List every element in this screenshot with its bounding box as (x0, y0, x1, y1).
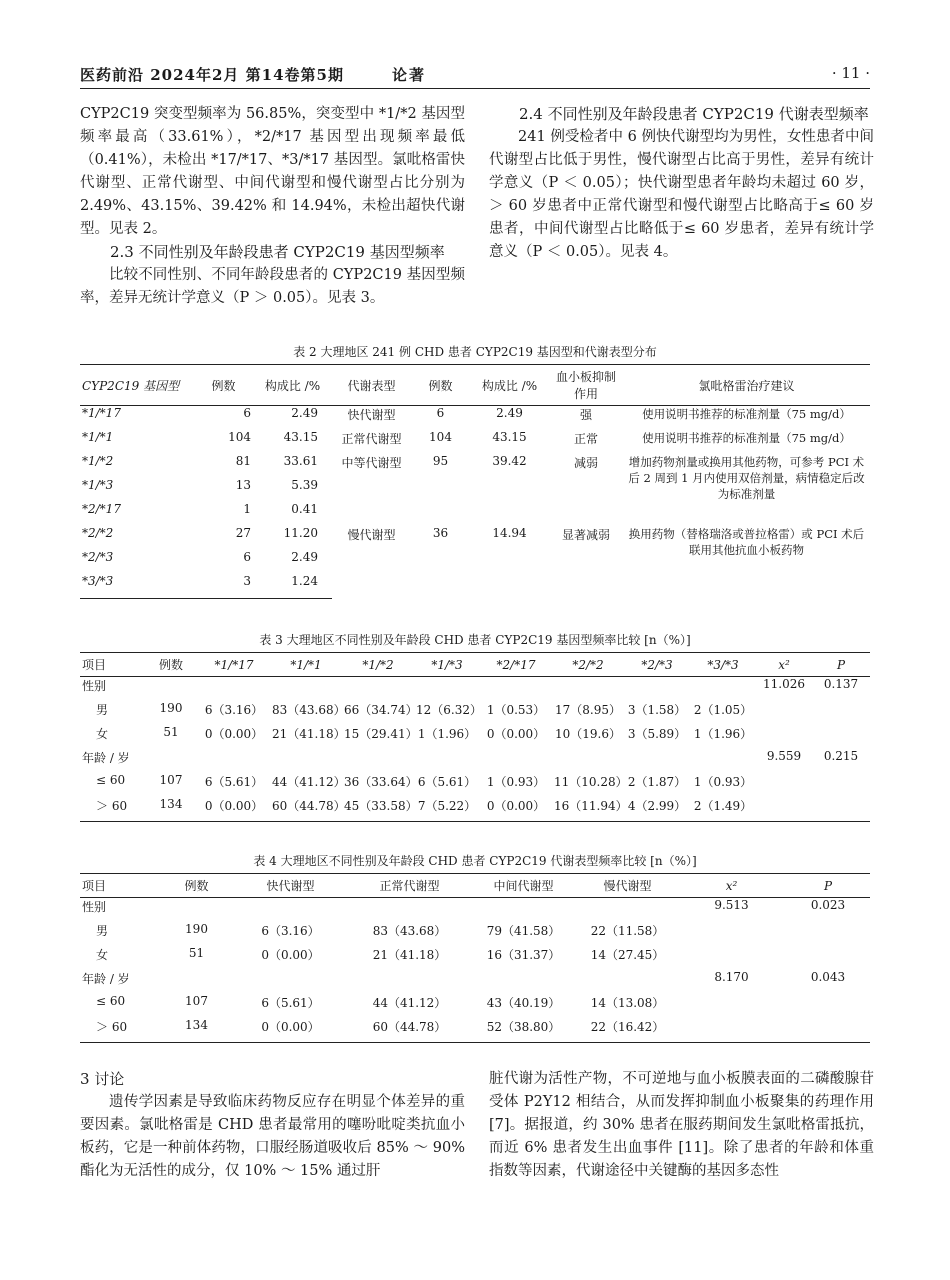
row-label: 男 (96, 924, 109, 938)
table-cell: 10（19.6） (555, 727, 621, 741)
t2-phen-n: 6 (436, 406, 445, 420)
t2-phenotype: 慢代谢型 (347, 528, 396, 542)
table-cell: 134 (162, 1018, 231, 1043)
column-top-left (80, 103, 465, 310)
table-cell (162, 970, 231, 994)
t2-genotype: *2/*3 (82, 550, 114, 564)
table-cell (350, 898, 469, 923)
row-label: ＞ 60 (80, 1018, 162, 1043)
paragraph-discussion-cont: 脏代谢为活性产物，不可逆地与血小板膜表面的二磷酸腺苷受体 P2Y12 相结合，从而发挥抑制血小板聚集的药理作用 [7]。据报道，约 30% 患者在服药期间发生氯吡格雷抵抗，而近 6% 患者发生出血事件 [11]。除了患者的年龄和体重指数等因素，代谢途径中关键酶的基因多态性 (489, 1071, 874, 1179)
table-cell: 60（44.78） (350, 1018, 469, 1043)
paragraph-results-summary: CYP2C19 突变型频率为 56.85%，突变型中 *1/*2 基因型频率最高（33.61%），*2/*17 基因型出现频率最低（0.41%），未检出 *17/*17、*3/*17 基因型。氯吡格雷快代谢型、正常代谢型、中间代谢型和慢代谢型占比分别为 2.49%、43.15%、39.42% 和 14.94%，未检出超快代谢型。见表 2。 (80, 106, 465, 237)
table-cell: 6（5.61） (417, 775, 477, 789)
table-cell: 52（38.80） (469, 1018, 578, 1043)
table4-caption: 表 4 大理地区不同性别及年龄段 CHD 患者 CYP2C19 代谢表型频率比较 [n（%）] (253, 854, 697, 868)
t3-header: 例数 (144, 653, 198, 677)
table-cell: 16（31.37） (486, 948, 561, 962)
table-cell: 2（1.05） (693, 703, 753, 717)
page-number: · 11 · (831, 64, 870, 82)
table-cell (342, 677, 414, 702)
table-cell (552, 749, 624, 773)
table-cell: 44（41.12） (272, 775, 346, 789)
table-cell: 0.023 (810, 898, 846, 912)
table-cell (756, 797, 812, 822)
table-cell: 4（2.99） (624, 797, 690, 822)
table-cell: 190 (185, 922, 208, 936)
table-cell: 51 (188, 946, 205, 960)
table-cell: 0.043 (810, 970, 846, 984)
t2-pct: 2.49 (291, 550, 318, 564)
t3-header: *3/*3 (690, 653, 756, 677)
t4-header: x² (677, 874, 786, 898)
table3 (80, 652, 870, 822)
table-cell: 16（11.94） (552, 797, 624, 822)
t2-genotype: *1/*3 (82, 478, 114, 492)
t4-header: 快代谢型 (231, 874, 350, 898)
t2-n: 1 (243, 502, 251, 516)
row-label: 性别 (82, 679, 107, 693)
table-row (80, 1018, 870, 1043)
table-cell (812, 773, 870, 797)
t3-header: *1/*3 (414, 653, 480, 677)
t4-header: P (786, 874, 870, 898)
table-cell (231, 970, 350, 994)
t2-header: CYP2C19 基因型 (80, 365, 194, 406)
t4-header: 正常代谢型 (350, 874, 469, 898)
t2-header: 代谢表型 (332, 365, 411, 406)
table-cell (270, 677, 342, 702)
table-cell: 45（33.58） (342, 797, 414, 822)
t4-header: 例数 (162, 874, 231, 898)
t2-n: 6 (243, 550, 251, 564)
table-cell (677, 946, 786, 970)
t2-header: 氯吡格雷治疗建议 (623, 365, 870, 406)
table-cell: 44（41.12） (372, 996, 447, 1010)
table-row (80, 773, 870, 797)
table-cell: 6（5.61） (261, 996, 320, 1010)
table-cell (756, 773, 812, 797)
table-cell: 14（27.45） (590, 948, 665, 962)
t3-header: *2/*2 (552, 653, 624, 677)
table-cell (756, 701, 812, 725)
table-cell: 0.215 (823, 749, 859, 763)
t2-n: 3 (194, 574, 253, 599)
t3-header: 项目 (80, 653, 144, 677)
t2-genotype: *1/*2 (82, 454, 114, 468)
heading-2-3: 2.3 不同性别及年龄段患者 CYP2C19 基因型频率 (110, 243, 445, 261)
table-row (80, 797, 870, 822)
table-cell: 79（41.58） (486, 924, 561, 938)
t2-advice: 换用药物（替格瑞洛或普拉格雷）或 PCI 术后联用其他抗血小板药物 (628, 527, 865, 557)
table-cell: 0（0.00） (198, 797, 270, 822)
table-cell: 11（10.28） (554, 775, 628, 789)
t2-phenotype: 正常代谢型 (341, 432, 402, 446)
table-cell (342, 749, 414, 773)
table-cell: 107 (159, 773, 183, 787)
t2-advice: 使用说明书推荐的标准剂量（75 mg/d） (642, 431, 851, 445)
row-label: 年龄 / 岁 (82, 972, 130, 986)
t4-header: 项目 (80, 874, 162, 898)
table-cell (677, 922, 786, 946)
t2-n: 104 (228, 430, 251, 444)
table3-caption: 表 3 大理地区不同性别及年龄段 CHD 患者 CYP2C19 基因型频率比较 [n（%）] (259, 633, 691, 647)
table-row (80, 898, 870, 923)
table-cell (812, 701, 870, 725)
row-label: ≤ 60 (96, 773, 126, 787)
table-cell (624, 749, 690, 773)
t2-advice: 增加药物剂量或换用其他药物，可参考 PCI 术后 2 周到 1 月内使用双倍剂量，病情稳定后改为标准剂量 (628, 455, 865, 501)
row-label: 性别 (82, 900, 107, 914)
table-cell: 51 (163, 725, 179, 739)
table-cell: 9.513 (714, 898, 749, 912)
t2-header: 例数 (194, 365, 253, 406)
table-cell: 22（16.42） (578, 1018, 677, 1043)
t2-header: 构成比 /% (253, 365, 332, 406)
t2-genotype: *3/*3 (80, 574, 194, 599)
t2-pct: 0.41 (291, 502, 318, 516)
table-cell (469, 898, 578, 923)
row-label: 年龄 / 岁 (82, 751, 130, 765)
t2-phen-pct: 43.15 (492, 430, 527, 444)
t3-header: P (812, 653, 870, 677)
table-cell: 0.137 (823, 677, 859, 691)
t2-pct: 33.61 (283, 454, 318, 468)
row-label: ≤ 60 (96, 994, 126, 1008)
table-cell (578, 970, 677, 994)
t2-phen-n: 104 (429, 430, 452, 444)
table-cell: 6（3.16） (204, 703, 264, 717)
t2-effect: 减弱 (573, 456, 598, 470)
t2-pct: 11.20 (283, 526, 318, 540)
table-cell: 0（0.00） (231, 1018, 350, 1043)
t2-effect: 强 (579, 408, 592, 422)
t4-header: 中间代谢型 (469, 874, 578, 898)
table-row (80, 677, 870, 702)
table-cell: 3（1.58） (627, 703, 687, 717)
table-cell (144, 749, 198, 773)
table-cell (786, 946, 870, 970)
t2-phenotype: 快代谢型 (347, 408, 396, 422)
t4-header: 慢代谢型 (578, 874, 677, 898)
table-cell: 6（5.61） (204, 775, 264, 789)
table-cell: 21（41.18） (372, 948, 447, 962)
table-cell (578, 898, 677, 923)
table-cell: 2（1.49） (690, 797, 756, 822)
row-label: 男 (96, 703, 109, 717)
column-bottom-right (489, 1068, 874, 1183)
table-cell: 190 (159, 701, 183, 715)
t3-header: *2/*3 (624, 653, 690, 677)
column-bottom-left (80, 1068, 465, 1183)
t2-phenotype: 中等代谢型 (341, 456, 402, 470)
table-row (80, 994, 870, 1018)
table-cell (350, 970, 469, 994)
table-row (80, 970, 870, 994)
table-cell: 83（43.68） (372, 924, 447, 938)
table-cell (677, 994, 786, 1018)
table-cell (414, 677, 480, 702)
t2-n: 81 (235, 454, 251, 468)
t2-phen-pct: 14.94 (492, 526, 527, 540)
table-row (80, 946, 870, 970)
t2-phen-n: 36 (432, 526, 449, 540)
table-cell: 0（0.00） (261, 948, 320, 962)
table-cell: 83（43.68） (272, 703, 346, 717)
table-cell: 21（41.18） (272, 727, 346, 741)
table-cell: 0（0.00） (204, 727, 264, 741)
t3-header: x² (756, 653, 812, 677)
t2-pct: 2.49 (291, 406, 318, 420)
t2-n: 6 (243, 406, 251, 420)
table-cell (786, 994, 870, 1018)
table-cell (231, 898, 350, 923)
table-cell (812, 797, 870, 822)
table-cell: 43（40.19） (486, 996, 561, 1010)
table-cell (786, 1018, 870, 1043)
t2-header: 血小板抑制作用 (549, 365, 623, 406)
t2-phen-pct: 2.49 (496, 406, 523, 420)
table-cell: 22（11.58） (590, 924, 665, 938)
table-cell (198, 749, 270, 773)
row-label: 女 (96, 727, 109, 741)
paragraph-2-3: 比较不同性别、不同年龄段患者的 CYP2C19 基因型频率，差异无统计学意义（P ＞ 0.05）。见表 3。 (80, 267, 465, 306)
table-cell (480, 749, 552, 773)
table-cell: 6（3.16） (261, 924, 320, 938)
table-cell: 17（8.95） (555, 703, 621, 717)
t2-header: 例数 (411, 365, 470, 406)
t2-phen-pct: 39.42 (492, 454, 527, 468)
table-cell (198, 677, 270, 702)
page-header (80, 60, 870, 89)
journal-info: 医药前沿 2024年2月 第14卷第5期 (80, 66, 344, 84)
table4 (80, 873, 870, 1043)
table-cell: 8.170 (714, 970, 749, 984)
table-cell: 1（0.93） (486, 775, 546, 789)
table-cell (690, 749, 756, 773)
table-cell (786, 922, 870, 946)
t2-genotype: *2/*2 (82, 526, 114, 540)
table-cell: 14（13.08） (590, 996, 665, 1010)
paragraph-discussion: 遗传学因素是导致临床药物反应存在明显个体差异的重要因素。氯吡格雷是 CHD 患者最常用的噻吩吡啶类抗血小板药，它是一种前体药物，口服经肠道吸收后 85% ～ 90% 酯化为无活性的成分，仅 10% ～ 15% 通过肝 (80, 1094, 465, 1179)
table-cell (144, 677, 198, 702)
table-cell (690, 677, 756, 702)
table-cell: 36（33.64） (344, 775, 418, 789)
t2-n: 27 (235, 526, 251, 540)
table-row (80, 454, 870, 478)
table-cell (270, 749, 342, 773)
section-label: 论著 (392, 66, 427, 84)
t3-header: *1/*2 (342, 653, 414, 677)
t2-pct: 1.24 (253, 574, 332, 599)
table-cell: 1（0.53） (486, 703, 546, 717)
table-cell: 134 (144, 797, 198, 822)
t2-n: 13 (235, 478, 251, 492)
table-cell (624, 677, 690, 702)
t3-header: *2/*17 (480, 653, 552, 677)
table-cell (469, 970, 578, 994)
table-cell: 11.026 (763, 677, 805, 691)
table-cell: 1（0.93） (693, 775, 753, 789)
t3-header: *1/*1 (270, 653, 342, 677)
t2-pct: 43.15 (283, 430, 318, 444)
t3-header: *1/*17 (198, 653, 270, 677)
table-row (80, 749, 870, 773)
table-row (80, 922, 870, 946)
table-cell: 60（44.78） (270, 797, 342, 822)
table-row (80, 406, 870, 431)
table-cell: 0（0.00） (486, 727, 546, 741)
table-cell (552, 677, 624, 702)
table-cell: 7（5.22） (414, 797, 480, 822)
t2-genotype: *2/*17 (82, 502, 121, 516)
table-cell: 9.559 (766, 749, 802, 763)
t2-pct: 5.39 (291, 478, 318, 492)
t2-effect: 显著减弱 (561, 528, 610, 542)
table-cell: 0（0.00） (480, 797, 552, 822)
table-cell (480, 677, 552, 702)
table-row (80, 430, 870, 454)
table-cell (756, 725, 812, 749)
column-top-right (489, 103, 874, 264)
table-cell: 2（1.87） (627, 775, 687, 789)
table-row (80, 701, 870, 725)
table-cell: 3（5.89） (627, 727, 687, 741)
table-cell: 15（29.41） (344, 727, 418, 741)
table-cell (677, 1018, 786, 1043)
table-cell (162, 898, 231, 923)
table-cell (812, 725, 870, 749)
heading-2-4: 2.4 不同性别及年龄段患者 CYP2C19 代谢表型频率 (519, 105, 869, 123)
t2-genotype: *1/*17 (82, 406, 121, 420)
t2-genotype: *1/*1 (82, 430, 114, 444)
paragraph-2-4: 241 例受检者中 6 例快代谢型均为男性，女性患者中间代谢型占比低于男性，慢代谢型占比高于男性，差异有统计学意义（P ＜ 0.05）；快代谢型患者年龄均未超过 60 岁，＞ 60 岁患者中正常代谢型和慢代谢型占比略高于≤ 60 岁患者，中间代谢型占比略低于≤ 60 岁患者，差异有统计学意义（P ＜ 0.05）。见表 4。 (489, 129, 874, 260)
t2-effect: 正常 (573, 432, 598, 446)
row-label: 女 (96, 948, 109, 962)
table2-caption: 表 2 大理地区 241 例 CHD 患者 CYP2C19 基因型和代谢表型分布 (293, 345, 657, 359)
table-cell: 12（6.32） (416, 703, 482, 717)
heading-3-discussion: 3 讨论 (80, 1070, 125, 1088)
table-cell: 1（1.96） (417, 727, 477, 741)
row-label: ＞ 60 (80, 797, 144, 822)
t2-header: 构成比 /% (470, 365, 549, 406)
table-cell: 107 (185, 994, 208, 1008)
table-row (80, 725, 870, 749)
t2-phen-n: 95 (432, 454, 449, 468)
table-row (80, 526, 870, 550)
t2-advice: 使用说明书推荐的标准剂量（75 mg/d） (642, 407, 851, 421)
table-cell (414, 749, 480, 773)
table-cell: 66（34.74） (344, 703, 418, 717)
table2 (80, 364, 870, 599)
table-cell: 1（1.96） (693, 727, 753, 741)
